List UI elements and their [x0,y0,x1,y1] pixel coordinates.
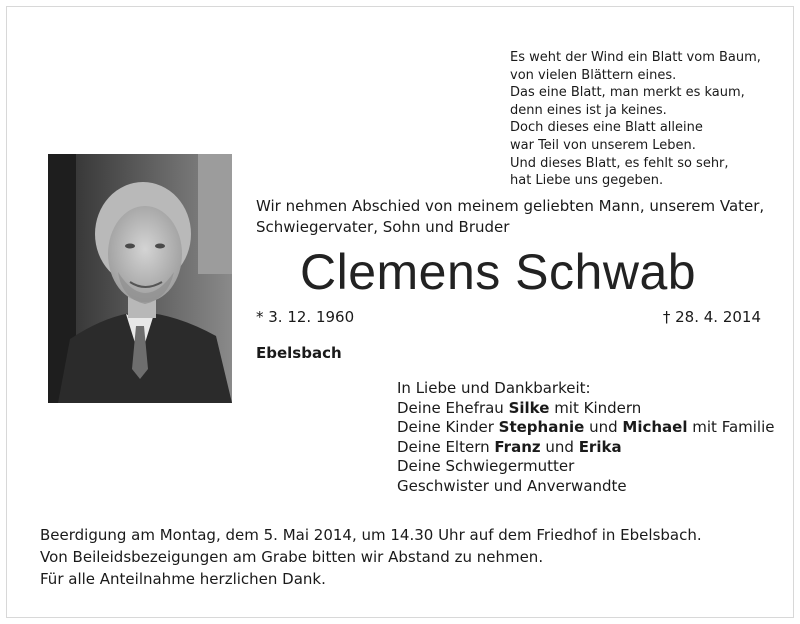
footer-line: Für alle Anteilnahme herzlichen Dank. [40,570,326,588]
poem-line: Das eine Blatt, man merkt es kaum, [510,85,745,101]
death-date: † 28. 4. 2014 [662,308,761,326]
farewell-intro [256,196,776,238]
poem-line: Doch dieses eine Blatt alleine [510,120,703,136]
poem-line: hat Liebe uns gegeben. [510,173,664,189]
deceased-name: Clemens Schwab [300,244,697,300]
mourners-heading: In Liebe und Dankbarkeit: [397,379,591,397]
poem-line: von vielen Blättern eines. [510,67,677,83]
portrait-illustration [48,154,232,403]
intro-line: Schwiegervater, Sohn und Bruder [256,218,510,236]
wife-name: Silke [508,398,550,417]
footer-line: Von Beileidsbezeigungen am Grabe bitten wir Abstand zu nehmen. [40,548,544,566]
mourner-children: Deine Kinder Stephanie und Michael mit Familie [397,418,775,436]
portrait-photo [48,154,232,403]
parent-name: Erika [578,437,622,456]
parent-name: Franz [494,437,541,456]
poem [510,49,790,190]
hometown: Ebelsbach [256,344,342,362]
footer-line: Beerdigung am Montag, dem 5. Mai 2014, um 14.30 Uhr auf dem Friedhof in Ebelsbach. [40,526,702,544]
poem-line: Es weht der Wind ein Blatt vom Baum, [510,50,761,65]
birth-date: * 3. 12. 1960 [256,308,355,326]
child-name: Stephanie [498,418,585,436]
poem-line: war Teil von unserem Leben. [510,137,696,153]
child-name: Michael [622,418,688,436]
funeral-details [40,524,780,590]
mourner-parents: Deine Eltern Franz und Erika [397,437,622,456]
poem-line: Und dieses Blatt, es fehlt so sehr, [510,155,729,171]
mourner-wife: Deine Ehefrau Silke mit Kindern [397,398,642,417]
mourner-mother-in-law: Deine Schwiegermutter [397,457,575,475]
poem-line: denn eines ist ja keines. [510,102,667,118]
mourner-relatives: Geschwister und Anverwandte [397,476,627,495]
mourners-list [397,379,777,496]
intro-line: Wir nehmen Abschied von meinem geliebten Mann, unserem Vater, [256,197,765,215]
